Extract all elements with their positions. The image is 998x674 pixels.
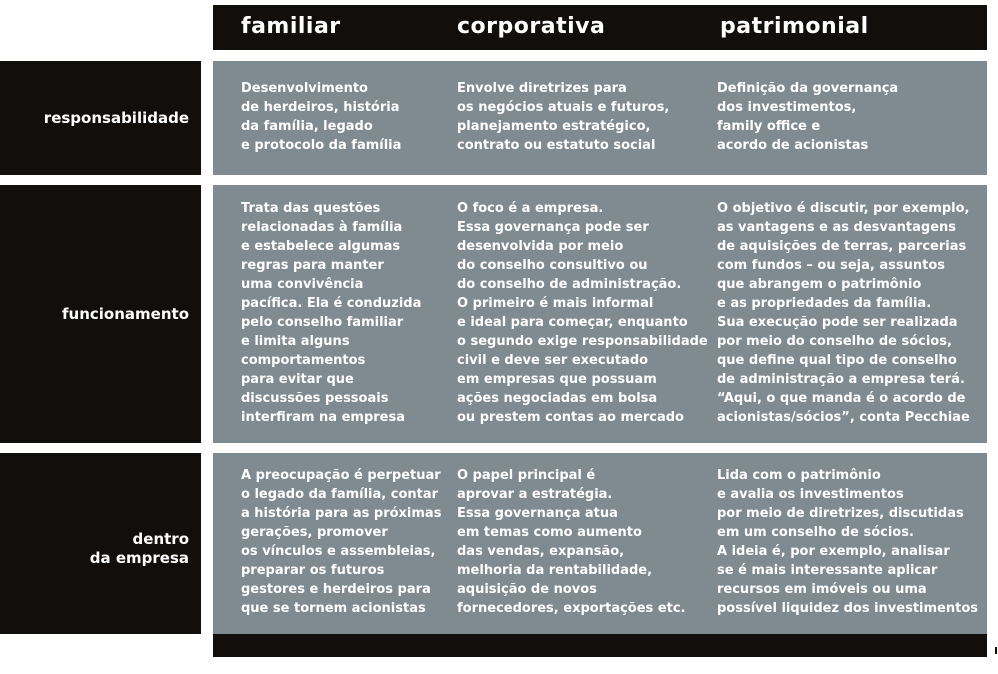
row-label-text: responsabilidade: [43, 108, 189, 127]
cell-dentro-familiar: A preocupação é perpetuar o legado da família, contar a história para as próximas gerações, promover os vínculos e assembleias, preparar os futuros gestores e herdeiros para que se tornem acionistas: [241, 468, 442, 616]
cell-dentro-corporativa: O papel principal é aprovar a estratégia. Essa governança atua em temas como aumento das vendas, expansão, melhoria da rentabilidade, aquisição de novos fornecedores, exportações etc.: [457, 468, 686, 616]
cell-funcionamento-patrimonial: O objetivo é discutir, por exemplo, as vantagens e as desvantagens de aquisições de terras, parcerias com fundos – ou seja, assuntos que abrangem o patrimônio e as propriedades da família. Sua execução pode ser realizada por meio do conselho de sócios, que define qual tipo de conselho de administração a empresa terá. “Aqui, o que manda é o acordo de acionistas/sócios”, conta Pecchiae: [717, 201, 970, 425]
row-label-responsabilidade: [0, 61, 201, 175]
corner-mark: [995, 647, 997, 654]
row-label-text: dentro da empresa: [89, 529, 189, 567]
cell-funcionamento-familiar: Trata das questões relacionadas à família e estabelece algumas regras para manter uma convivência pacífica. Ela é conduzida pelo conselho familiar e limita alguns comportamentos para evitar que discussões pessoais interfiram na empresa: [241, 201, 422, 425]
cell-dentro-patrimonial: Lida com o patrimônio e avalia os investimentos por meio de diretrizes, discutidas em um conselho de sócios. A ideia é, por exemplo, analisar se é mais interessante aplicar recursos em imóveis ou uma possível liquidez dos investimentos: [717, 468, 978, 616]
cell-responsabilidade-patrimonial: Definição da governança dos investimentos, family office e acordo de acionistas: [717, 81, 899, 153]
column-title-corporativa: corporativa: [457, 14, 606, 39]
cell-responsabilidade-familiar: Desenvolvimento de herdeiros, história da família, legado e protocolo da família: [241, 81, 402, 153]
row-label-text: funcionamento: [62, 304, 189, 323]
cell-funcionamento-corporativa: O foco é a empresa. Essa governança pode ser desenvolvida por meio do conselho consultivo ou do conselho de administração. O primeiro é mais informal e ideal para começar, enquanto o segundo exige responsabilidade civil e deve ser executado em empresas que possuam ações negociadas em bolsa ou prestem contas ao mercado: [457, 201, 708, 425]
cell-responsabilidade-corporativa: Envolve diretrizes para os negócios atuais e futuros, planejamento estratégico, contrato ou estatuto social: [457, 81, 670, 153]
column-title-patrimonial: patrimonial: [720, 14, 869, 39]
row-label-funcionamento: [0, 185, 201, 443]
table-footer: [213, 634, 987, 657]
row-label-dentro-da-empresa: [0, 453, 201, 634]
column-title-familiar: familiar: [241, 14, 341, 39]
